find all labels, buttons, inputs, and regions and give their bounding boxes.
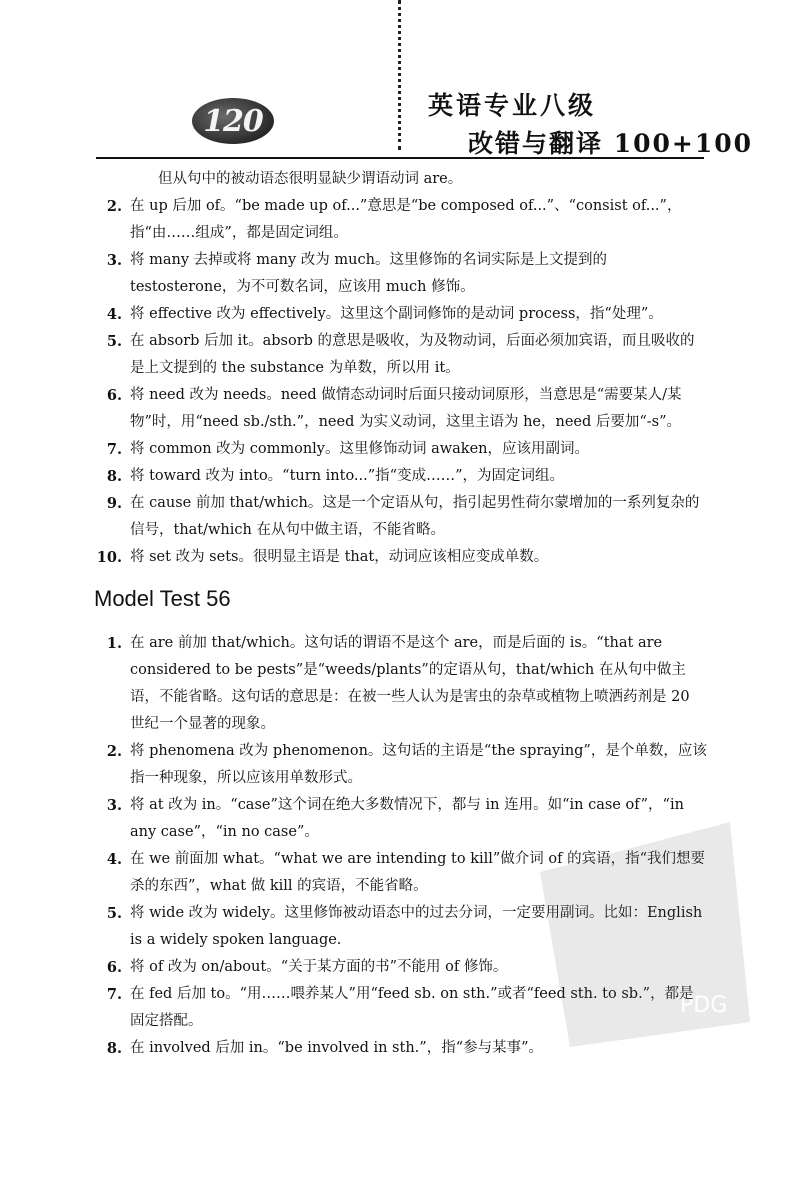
page-number-badge	[192, 98, 274, 144]
section-title: Model Test 56	[94, 586, 231, 611]
header-divider	[398, 0, 401, 150]
watermark-seal-icon	[530, 812, 760, 1052]
answer-number: 4.	[106, 851, 122, 868]
answer-item	[96, 630, 708, 738]
answer-text: 在 are 前加 that/which。这句话的谓语不是这个 are，而是后面的 is。“that are considered to be pests”是“weeds/plants”的定语从句，that/which 在从句中做主语，不能省略。这句话的意思是：在被一些人认为是害虫的杂草或植物上喷洒药剂是 20 世纪一个显著的现象。	[130, 635, 690, 732]
answer-item	[96, 382, 708, 436]
answer-text: 将 of 改为 on/about。“关于某方面的书”不能用 of 修饰。	[130, 959, 508, 975]
answer-list-prev	[96, 193, 708, 571]
answer-number: 7.	[106, 441, 122, 458]
answer-number: 6.	[106, 959, 122, 976]
answer-number: 8.	[106, 468, 122, 485]
answer-text: 在 we 前面加 what。“what we are intending to kill”做介词 of 的宾语，指“我们想要杀的东西”，what 做 kill 的宾语，不能省略。	[130, 851, 706, 894]
answer-text: 在 up 后加 of。“be made up of...”意思是“be composed of...”、“consist of...”，指“由……组成”，都是固定词组。	[130, 198, 682, 241]
answer-item	[96, 544, 708, 571]
answer-text: 将 wide 改为 widely。这里修饰被动语态中的过去分词，一定要用副词。比如：English is a widely spoken language.	[130, 905, 703, 948]
answer-text: 将 many 去掉或将 many 改为 much。这里修饰的名词实际是上文提到的 testosterone，为不可数名词，应该用 much 修饰。	[130, 252, 607, 295]
answer-number: 8.	[106, 1040, 122, 1057]
answer-item	[96, 490, 708, 544]
answer-text: 在 fed 后加 to。“用……喂养某人”用“feed sb. on sth.”或者“feed sth. to sb.”，都是固定搭配。	[130, 986, 694, 1029]
answer-text: 将 at 改为 in。“case”这个词在绝大多数情况下，都与 in 连用。如“in case of”，“in any case”，“in no case”。	[130, 797, 684, 840]
answer-text: 在 absorb 后加 it。absorb 的意思是吸收，为及物动词，后面必须加宾语，而且吸收的是上文提到的 the substance 为单数，所以用 it。	[130, 333, 695, 376]
answer-item	[96, 193, 708, 247]
book-subtitle: 改错与翻译 100+100	[468, 129, 754, 158]
answer-text: 将 toward 改为 into。“turn into...”指“变成……”，为固定词组。	[130, 468, 564, 484]
header-rule	[96, 157, 704, 159]
answer-item	[96, 328, 708, 382]
answer-number: 7.	[106, 986, 122, 1003]
intro-continuation: 但从句中的被动语态很明显缺少谓语动词 are。	[158, 171, 463, 187]
answer-number: 10.	[96, 549, 122, 566]
answer-number: 6.	[106, 387, 122, 404]
answer-number: 9.	[106, 495, 122, 512]
answer-item	[96, 301, 708, 328]
answer-number: 4.	[106, 306, 122, 323]
answer-number: 5.	[106, 905, 122, 922]
answer-text: 将 phenomena 改为 phenomenon。这句话的主语是“the spraying”，是个单数，应该指一种现象，所以应该用单数形式。	[130, 743, 707, 786]
answer-text: 在 cause 前加 that/which。这是一个定语从句，指引起男性荷尔蒙增加的一系列复杂的信号，that/which 在从句中做主语，不能省略。	[130, 495, 700, 538]
answer-number: 3.	[106, 797, 122, 814]
answer-item	[96, 463, 708, 490]
answer-number: 2.	[106, 198, 122, 215]
answer-item	[96, 738, 708, 792]
answer-number: 3.	[106, 252, 122, 269]
answer-number: 1.	[106, 635, 122, 652]
answer-text: 将 effective 改为 effectively。这里这个副词修饰的是动词 process，指“处理”。	[130, 306, 663, 322]
answer-text: 将 common 改为 commonly。这里修饰动词 awaken，应该用副词。	[130, 441, 590, 457]
book-title: 英语专业八级	[428, 91, 597, 120]
answer-item	[96, 247, 708, 301]
answer-number: 2.	[106, 743, 122, 760]
answer-text: 将 need 改为 needs。need 做情态动词时后面只接动词原形，当意思是“需要某人/某物”时，用“need sb./sth.”，need 为实义动词，这里主语为 he，need 后要加“-s”。	[130, 387, 682, 430]
watermark-label: PDG	[680, 993, 728, 1018]
answer-text: 在 involved 后加 in。“be involved in sth.”，指“参与某事”。	[130, 1040, 544, 1056]
answer-item	[96, 436, 708, 463]
answer-text: 将 set 改为 sets。很明显主语是 that，动词应该相应变成单数。	[130, 549, 549, 565]
page-number: 120	[203, 103, 263, 139]
answer-number: 5.	[106, 333, 122, 350]
